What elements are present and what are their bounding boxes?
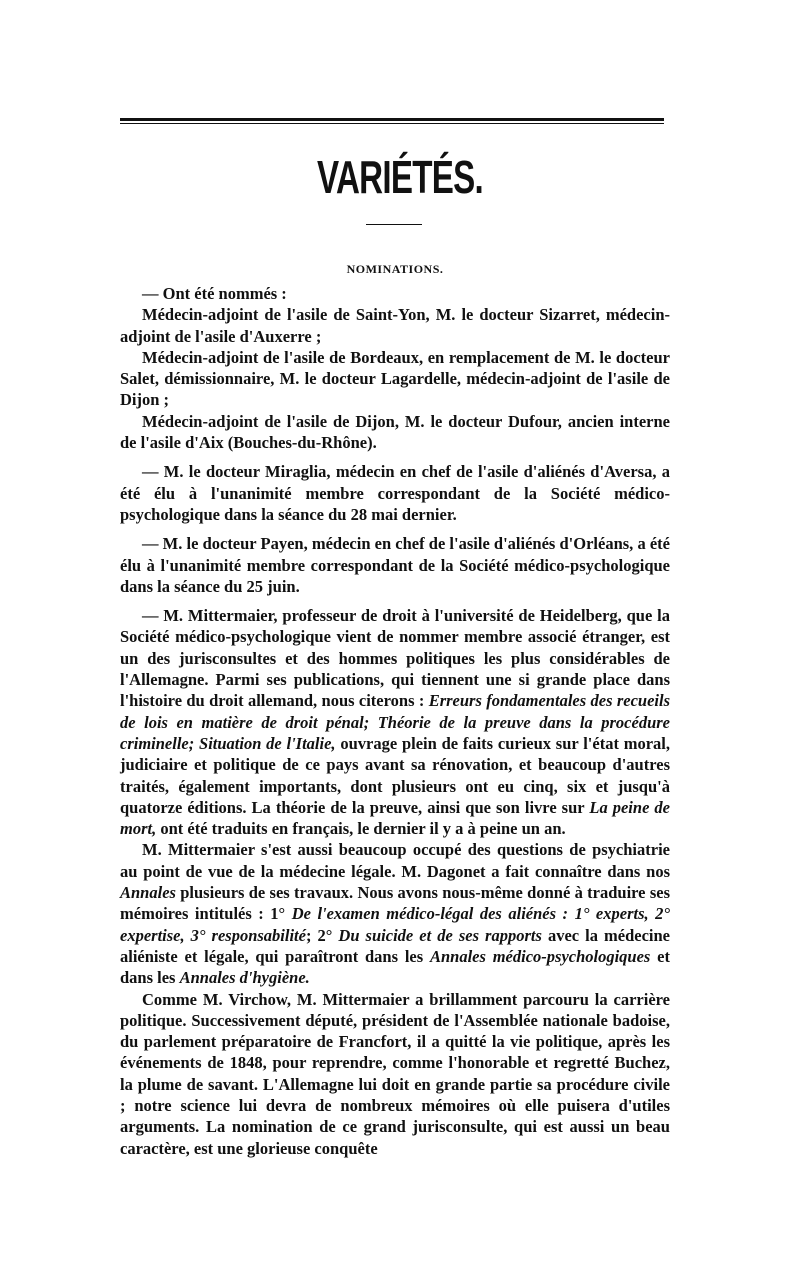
paragraph-miraglia: — M. le docteur Miraglia, médecin en chef de l'asile d'aliénés d'Aversa, a été élu à l'unanimité membre correspondant de la Société médico-psychologique dans la séance du 28 mai dernier. — [120, 462, 670, 524]
italic-title: De l'examen médico-légal des aliénés : 1° experts, 2° expertise, 3° responsabilité — [120, 904, 670, 945]
paragraph-saint-yon: Médecin-adjoint de l'asile de Saint-Yon, M. le docteur Sizarret, médecin-adjoint de l'asile d'Auxerre ; — [120, 305, 670, 346]
text-run: M. Mittermaier s'est aussi beaucoup occupé des questions de psychiatrie au point de vue de la médecine légale. M. Dagonet a fait connaître dans nos — [120, 840, 670, 881]
text-run: ont été traduits en français, le dernier il y a à peine un an. — [156, 819, 566, 839]
paragraph-payen: — M. le docteur Payen, médecin en chef de l'asile d'aliénés d'Orléans, a été élu à l'unanimité membre correspondant de la Société médico-psychologique dans la séance du 25 juin. — [120, 534, 670, 596]
text-run: — M. Mittermaier, professeur de droit à l'université de Heidelberg, que la Société médico-psychologique vient de nommer membre associé étranger, est un des jurisconsultes et des hommes politiques les plus considérables de l'Allemagne. Parmi ses publications, qui tiennent une si grande place dans l'histoire du droit allemand, nous citerons : — [120, 606, 670, 711]
italic-title: Annales — [120, 883, 176, 903]
section-heading: NOMINATIONS. — [346, 262, 444, 276]
text-run: plusieurs de ses travaux. Nous avons nous-même donné à traduire ses mémoires intitulés : 1° — [120, 883, 670, 924]
page-title: VARIÉTÉS. — [317, 151, 483, 203]
text-run: ouvrage plein de faits curieux sur l'état moral, judiciaire et politique de ce pays avant sa rénovation, et beaucoup d'autres traités, également importants, dont plusieurs ont eu cinq, six et jusqu'à quatorze éditions. La théorie de la preuve, ainsi que son livre sur — [120, 733, 671, 817]
article-body — [120, 283, 670, 1159]
italic-title: Annales médico-psychologiques — [429, 946, 651, 966]
title-divider — [366, 224, 422, 225]
text-run: avec la médecine aliéniste et légale, qui paraîtront dans les — [120, 925, 671, 966]
top-double-rule — [120, 118, 664, 124]
paragraph-mittermaier — [120, 605, 670, 839]
paragraph-dijon: Médecin-adjoint de l'asile de Dijon, M. le docteur Dufour, ancien interne de l'asile d'Aix (Bouches-du-Rhône). — [120, 411, 670, 453]
text-run: ; 2° — [305, 925, 339, 945]
text-run: et dans les — [120, 946, 670, 988]
paragraph-psychiatrie — [120, 839, 670, 988]
italic-titles: Erreurs fondamentales des recueils de lois en matière de droit pénal; Théorie de la preuve dans la procédure criminelle; Situation de l'Italie, — [120, 691, 670, 753]
italic-title: La peine de mort, — [120, 797, 671, 839]
italic-title: Annales d'hygiène. — [179, 968, 310, 988]
paragraph-bordeaux: Médecin-adjoint de l'asile de Bordeaux, en remplacement de M. le docteur Salet, démissionnaire, M. le docteur Lagardelle, médecin-adjoint de l'asile de Dijon ; — [120, 347, 670, 410]
italic-title: Du suicide et de ses rapports — [338, 925, 542, 945]
paragraph-virchow: Comme M. Virchow, M. Mittermaier a brillamment parcouru la carrière politique. Successivement député, président de l'Assemblée nationale badoise, du parlement préparatoire de Francfort, il a quitté la vie politique, après les événements de 1848, pour reprendre, comme l'honorable et regretté Buchez, la plume de savant. L'Allemagne lui doit en grande partie sa procédure civile ; notre science lui devra de nombreux mémoires où elle puisera d'utiles arguments. La nomination de ce grand jurisconsulte, qui est aussi un beau caractère, est une glorieuse conquête — [120, 989, 670, 1158]
paragraph-intro: — Ont été nommés : — [142, 284, 287, 303]
